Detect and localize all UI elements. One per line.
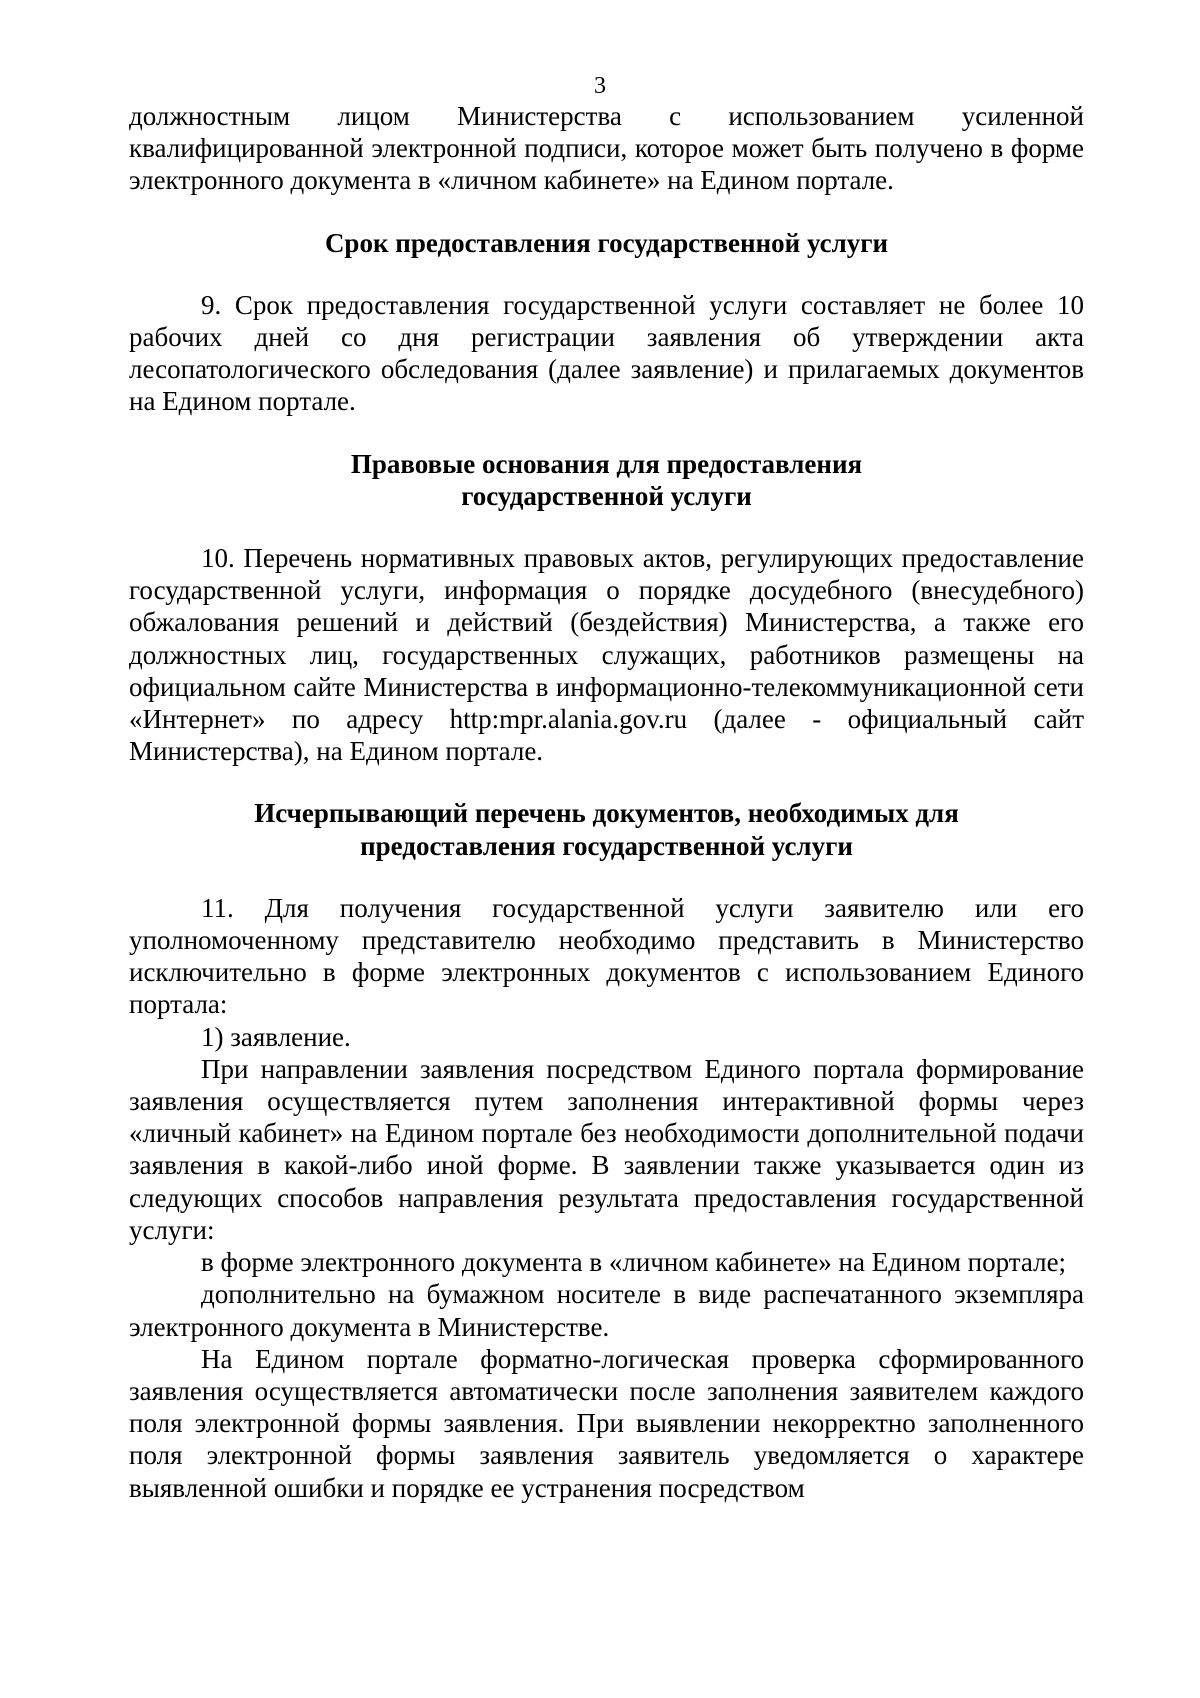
section-heading-documents-line2: предоставления государственной услуги — [360, 830, 853, 861]
paragraph-result-paper: дополнительно на бумажном носителе в виде распечатанного экземпляра электронного документа в Министерстве. — [129, 1279, 1084, 1342]
paragraph-format-check: На Едином портале форматно-логическая проверка сформированного заявления осуществляется автоматически после заполнения заявителем каждого поля электронной формы заявления. При выявлении некорректно заполненного поля электронной формы заявления заявитель уведомляется о характере выявленной ошибки и порядке ее устранения посредством — [129, 1343, 1084, 1503]
paragraph-9: 9. Срок предоставления государственной услуги составляет не более 10 рабочих дней со дня регистрации заявления об утверждении акта лесопатологического обследования (далее заявление) и прилагаемых документов на Едином портале. — [129, 289, 1084, 417]
paragraph-application-submission: При направлении заявления посредством Единого портала формирование заявления осуществляется путем заполнения интерактивной формы через «личный кабинет» на Едином портале без необходимости дополнительной подачи заявления в какой-либо иной форме. В заявлении также указывается один из следующих способов направления результата предоставления государственной услуги: — [129, 1053, 1084, 1245]
section-heading-legal-line1: Правовые основания для предоставления — [350, 448, 863, 479]
paragraph-10: 10. Перечень нормативных правовых актов, регулирующих предоставление государственной услуги, информация о порядке досудебного (внесудебного) обжалования решений и действий (бездействия) Министерства, а также его должностных лиц, государственных служащих, работников размещены на официальном сайте Министерства в информационно-телекоммуникационной сети «Интернет» по адресу http:mpr.alania.gov.ru (далее - официальный сайт Министерства), на Едином портале. — [129, 543, 1084, 767]
section-heading-documents-line1: Исчерпывающий перечень документов, необходимых для — [254, 798, 959, 829]
intro-paragraph: должностным лицом Министерства с использованием усиленной квалифицированной электронной подписи, которое может быть получено в форме электронного документа в «личном кабинете» на Едином портале. — [129, 101, 1084, 196]
paragraph-result-electronic: в форме электронного документа в «личном кабинете» на Едином портале; — [201, 1247, 1067, 1278]
page-number: 3 — [594, 73, 606, 99]
section-heading-legal-line2: государственной услуги — [461, 480, 752, 511]
section-heading-documents — [129, 797, 1084, 861]
paragraph-11: 11. Для получения государственной услуги заявителю или его уполномоченному представителю необходимо представить в Министерство исключительно в форме электронных документов с использованием Единого портала: — [129, 892, 1084, 1020]
section-heading-legal — [129, 448, 1084, 512]
paragraph-11-item-1: 1) заявление. — [201, 1021, 351, 1052]
document-body — [129, 100, 1084, 1504]
section-heading-term: Срок предоставления государственной услуги — [324, 227, 889, 258]
